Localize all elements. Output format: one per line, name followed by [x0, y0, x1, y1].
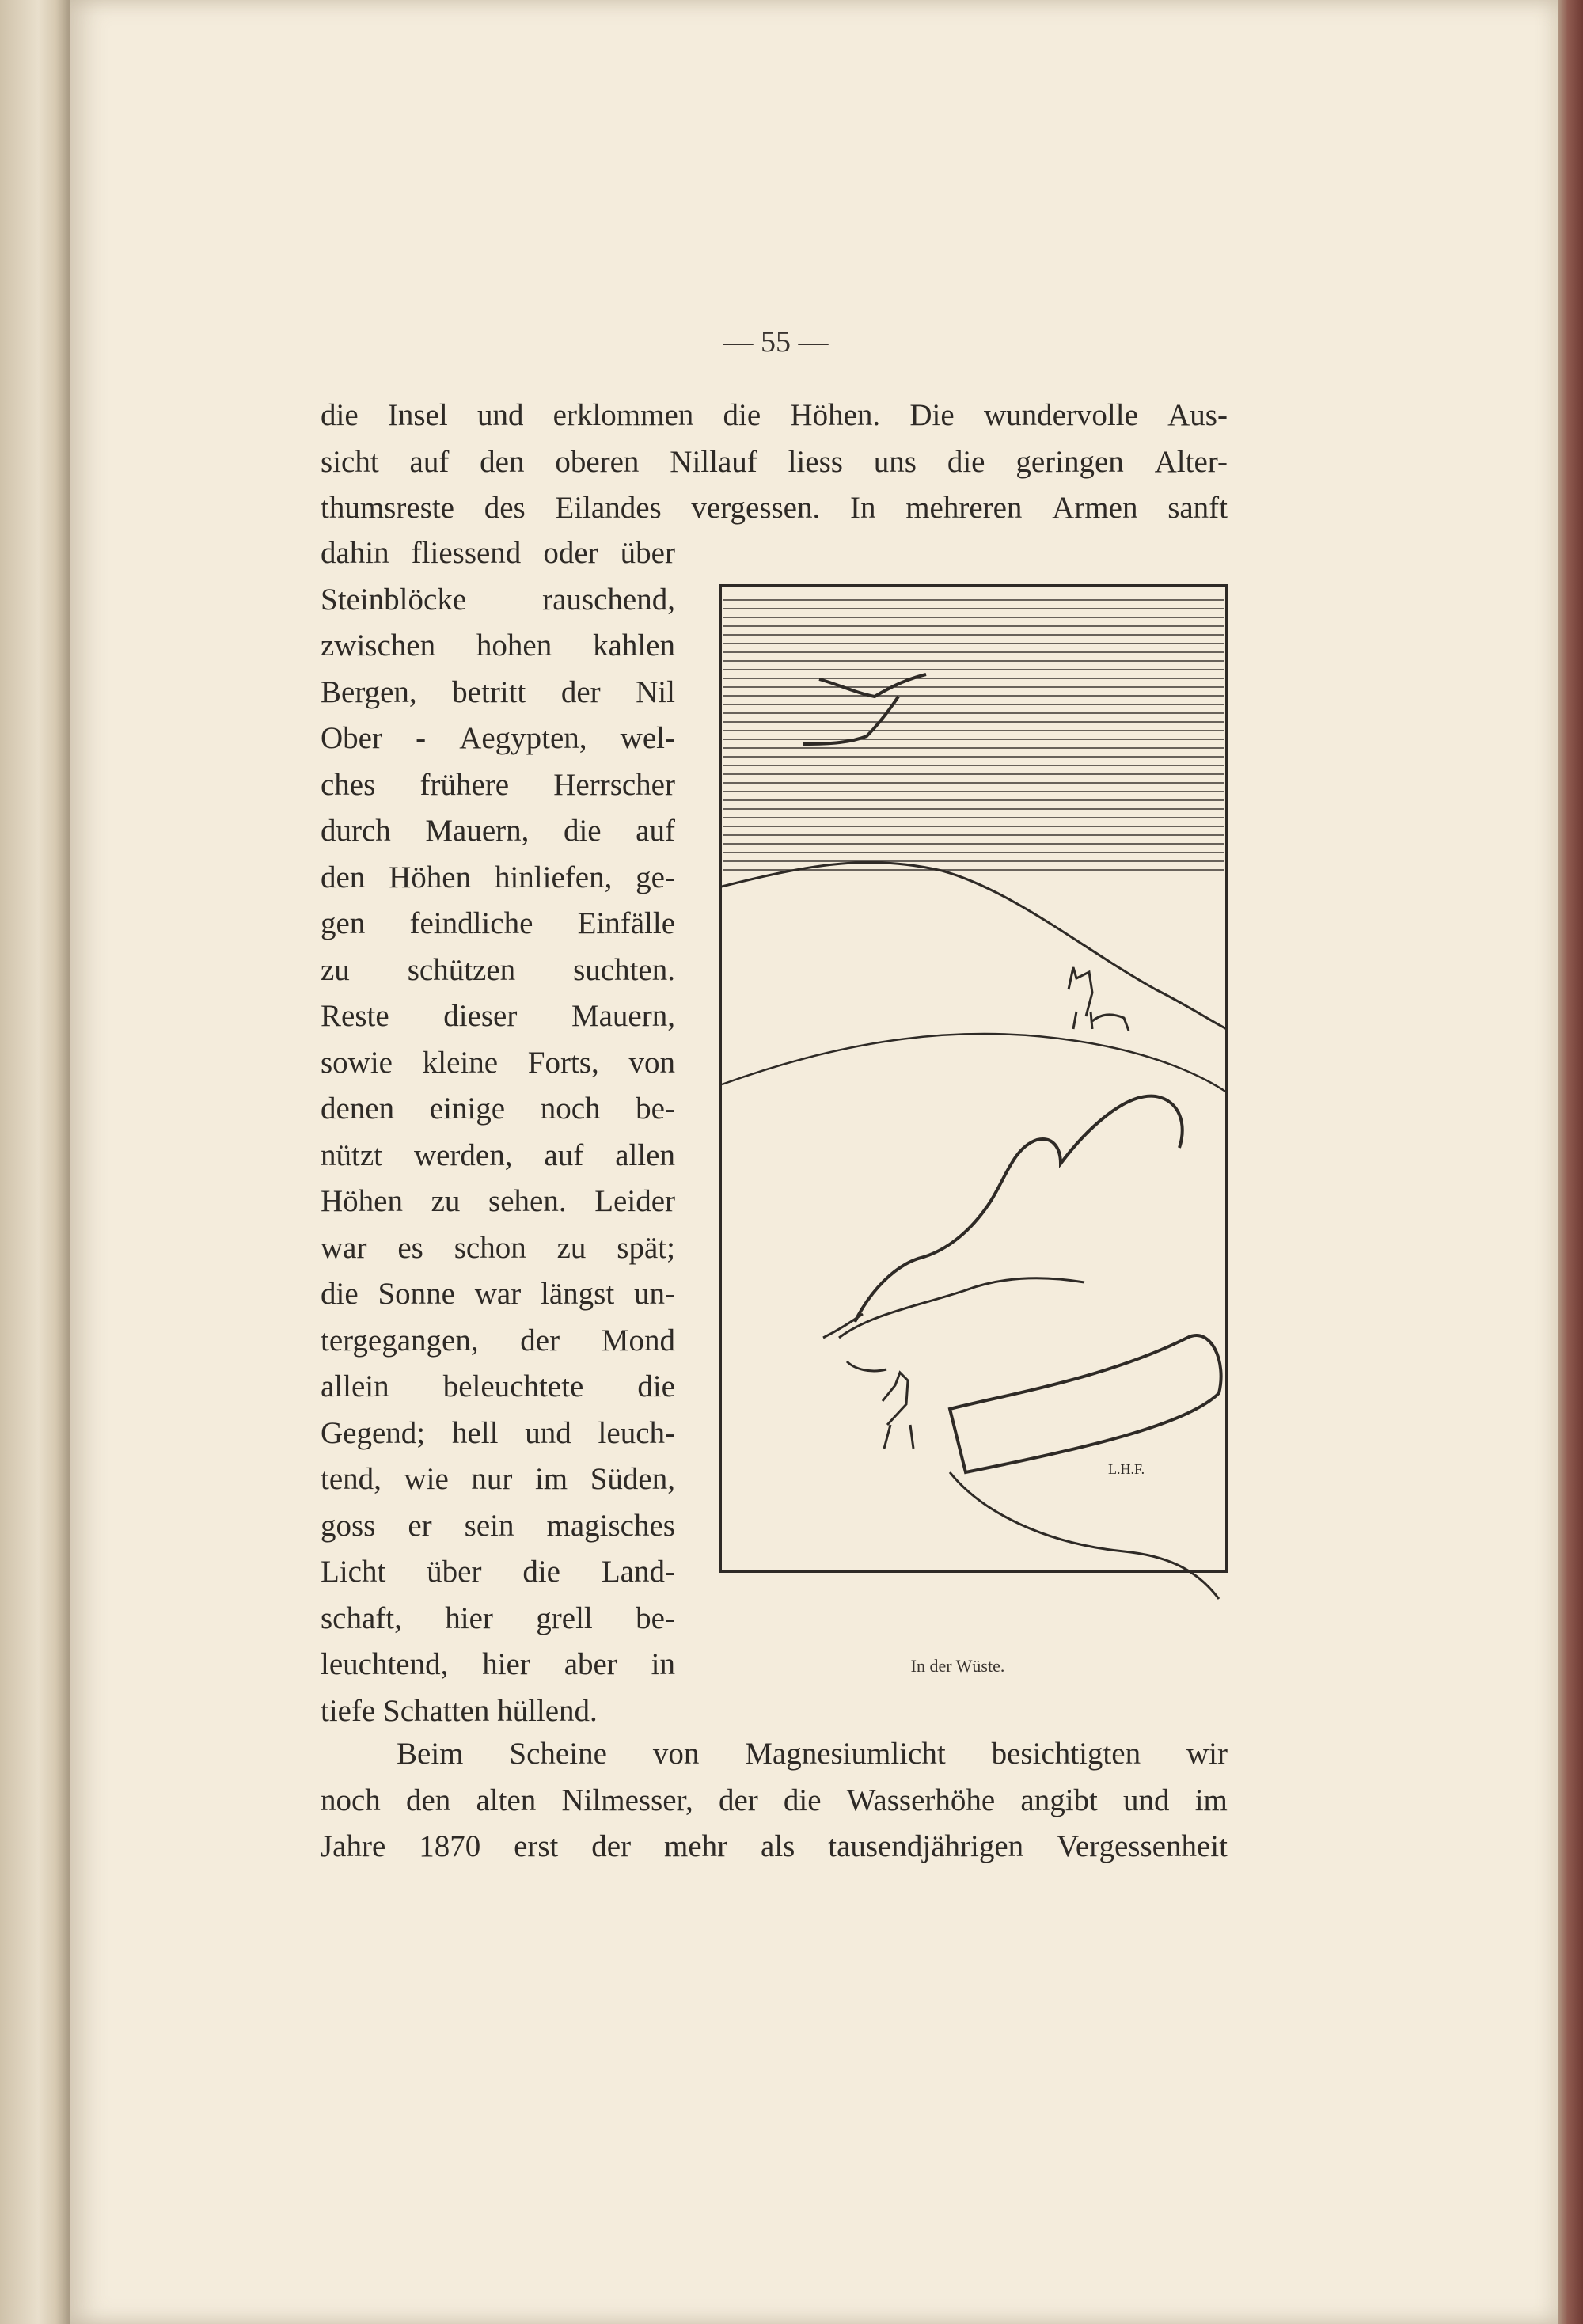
word: zu: [431, 1184, 461, 1218]
word: ches: [321, 767, 376, 802]
word: spät;: [617, 1230, 675, 1265]
text-line: [321, 1179, 675, 1225]
word: die: [321, 1277, 359, 1311]
text-line: [321, 1824, 1228, 1870]
word: den: [480, 444, 525, 479]
text-line: [321, 1549, 675, 1596]
text-line: [321, 670, 675, 716]
word: die: [723, 398, 761, 432]
word: Aus-: [1167, 398, 1228, 432]
text-line: [321, 947, 675, 994]
word: erklommen: [552, 398, 694, 432]
word: es: [397, 1230, 423, 1265]
word: magisches: [546, 1508, 675, 1543]
paragraph-1-column: [321, 530, 675, 1734]
word: leuchtend,: [321, 1647, 449, 1681]
word: dahin: [321, 536, 389, 570]
word: mehreren: [905, 491, 1023, 525]
word: hier: [482, 1647, 530, 1681]
word: längst: [541, 1277, 615, 1311]
word: und: [476, 398, 524, 432]
word: alten: [476, 1783, 537, 1817]
text-line: [321, 901, 675, 947]
word: auf: [544, 1137, 584, 1172]
text-line: [321, 1318, 675, 1365]
word: allen: [615, 1137, 675, 1172]
text-line: [321, 993, 675, 1040]
word: be-: [636, 1092, 675, 1126]
text-line: [321, 1642, 675, 1688]
word: besichtigten: [991, 1737, 1141, 1771]
text-line: [321, 577, 675, 624]
word: hell: [451, 1415, 499, 1450]
word: frühere: [419, 767, 510, 802]
word: zu: [321, 952, 350, 987]
word: Alter-: [1154, 444, 1228, 479]
text-line: [321, 1731, 1228, 1778]
text-line: [321, 808, 675, 855]
word: un-: [633, 1277, 675, 1311]
word: Nil: [636, 674, 675, 709]
word: als: [761, 1829, 795, 1863]
word: suchten.: [573, 952, 675, 987]
word: war: [321, 1230, 367, 1265]
text-line: [321, 1596, 675, 1642]
word: vergessen.: [691, 491, 821, 525]
word: tend,: [321, 1462, 382, 1496]
word: Sonne: [378, 1277, 455, 1311]
text-line: [321, 1503, 675, 1550]
text-line: [321, 1271, 675, 1318]
word: schützen: [407, 952, 516, 987]
word: noch: [321, 1783, 381, 1817]
word: Ober: [321, 721, 382, 755]
word: zu: [556, 1230, 587, 1265]
text-line-content: tiefe Schatten hüllend.: [321, 1693, 598, 1728]
word: im: [534, 1462, 568, 1496]
word: be-: [636, 1601, 675, 1635]
word: oberen: [555, 444, 640, 479]
text-line: [321, 439, 1228, 486]
word: Süden,: [590, 1462, 675, 1496]
word: den: [405, 1783, 451, 1817]
word: Die: [909, 398, 955, 432]
word: Armen: [1052, 491, 1138, 525]
artist-signature: L.H.F.: [1108, 1461, 1145, 1477]
text-line: [321, 485, 1228, 532]
word: und: [1123, 1783, 1170, 1817]
word: wundervolle: [983, 398, 1138, 432]
word: nur: [471, 1462, 513, 1496]
text-line: [321, 1040, 675, 1087]
text-line: [321, 1456, 675, 1503]
word: Wasserhöhe: [846, 1783, 996, 1817]
word: in: [651, 1647, 675, 1681]
illustration-frame: [720, 586, 1227, 1571]
word: beleuchtete: [442, 1369, 584, 1403]
word: wir: [1186, 1737, 1228, 1771]
desert-illustration: [712, 578, 1235, 1623]
word: Mauern,: [425, 814, 530, 848]
word: grell: [536, 1601, 593, 1635]
word: hinliefen,: [494, 860, 613, 894]
word: ge-: [636, 860, 675, 894]
word: sicht: [321, 444, 379, 479]
word: von: [652, 1737, 700, 1771]
word: des: [484, 491, 526, 525]
word: Scheine: [509, 1737, 607, 1771]
word: fliessend: [411, 536, 522, 570]
word: die: [783, 1783, 822, 1817]
paragraph-2: [321, 1731, 1228, 1870]
word: Mauern,: [571, 999, 675, 1033]
word: im: [1194, 1783, 1228, 1817]
text-line: [321, 393, 1228, 439]
word: kleine: [422, 1045, 499, 1080]
word: wel-: [620, 721, 675, 755]
word: mehr: [663, 1829, 728, 1863]
word: hohen: [476, 628, 552, 663]
word: erst: [514, 1829, 559, 1863]
word: die: [321, 398, 359, 432]
word: oder: [543, 536, 598, 570]
word: auf: [636, 814, 675, 848]
word: Nilmesser,: [561, 1783, 693, 1817]
word: einige: [429, 1092, 506, 1126]
word: die: [563, 814, 602, 848]
word: Einfälle: [577, 906, 675, 940]
word: sehen.: [488, 1184, 567, 1218]
text-line: [321, 1225, 675, 1272]
word: die: [637, 1369, 675, 1403]
word: den: [321, 860, 366, 894]
text-line: [321, 1411, 675, 1457]
word: Beim: [397, 1737, 464, 1771]
word: rauschend,: [542, 582, 675, 617]
word: Höhen: [321, 1184, 403, 1218]
word: wie: [404, 1462, 449, 1496]
word: Jahre: [321, 1829, 386, 1863]
word: allein: [321, 1369, 389, 1403]
word: schon: [454, 1230, 526, 1265]
page-number: — 55 —: [723, 325, 829, 359]
text-line: [321, 1364, 675, 1411]
word: denen: [321, 1092, 395, 1126]
word: die: [522, 1555, 560, 1589]
word: sein: [464, 1508, 514, 1543]
word: betritt: [452, 674, 526, 709]
word: der: [520, 1323, 560, 1358]
word: von: [628, 1045, 675, 1080]
text-line: [321, 762, 675, 809]
word: angibt: [1020, 1783, 1098, 1817]
text-line: [321, 1086, 675, 1133]
word: durch: [321, 814, 391, 848]
word: Insel: [387, 398, 448, 432]
word: dieser: [443, 999, 518, 1033]
paragraph-1-full-width: [321, 393, 1228, 532]
word: Nillauf: [670, 444, 757, 479]
text-line: [321, 1688, 675, 1735]
text-line: [321, 1778, 1228, 1825]
left-page-edge: [0, 0, 71, 2324]
word: hier: [445, 1601, 493, 1635]
word: Eilandes: [555, 491, 662, 525]
word: Magnesiumlicht: [745, 1737, 946, 1771]
word: liess: [788, 444, 843, 479]
word: die: [947, 444, 985, 479]
text-line: [321, 1133, 675, 1179]
word: Leider: [594, 1184, 675, 1218]
text-line: [321, 716, 675, 762]
word: Vergessenheit: [1057, 1829, 1228, 1863]
word: und: [525, 1415, 571, 1450]
word: sanft: [1167, 491, 1228, 525]
word: geringen: [1015, 444, 1124, 479]
word: der: [591, 1829, 632, 1863]
word: Höhen: [389, 860, 472, 894]
word: er: [408, 1508, 432, 1543]
word: sowie: [321, 1045, 393, 1080]
word: uns: [873, 444, 917, 479]
word: Gegend;: [321, 1415, 426, 1450]
word: über: [427, 1555, 482, 1589]
word: Forts,: [527, 1045, 599, 1080]
word: Steinblöcke: [321, 582, 467, 617]
word: noch: [540, 1092, 601, 1126]
word: Reste: [321, 999, 389, 1033]
word: Bergen,: [321, 674, 417, 709]
illustration-caption: In der Wüste.: [910, 1656, 1005, 1676]
word: Herrscher: [553, 767, 675, 802]
word: 1870: [419, 1829, 481, 1863]
word: gen: [321, 906, 366, 940]
word: über: [620, 536, 675, 570]
text-line: [321, 855, 675, 902]
word: der: [718, 1783, 758, 1817]
word: nützt: [321, 1137, 382, 1172]
text-line: [321, 530, 675, 577]
word: war: [474, 1277, 522, 1311]
word: thumsreste: [321, 491, 454, 525]
word: Aegypten,: [459, 721, 587, 755]
word: tausendjährigen: [828, 1829, 1024, 1863]
word: Land-: [601, 1555, 675, 1589]
word: der: [560, 674, 601, 709]
word: werden,: [413, 1137, 513, 1172]
word: Licht: [321, 1555, 386, 1589]
text-line: [321, 623, 675, 670]
word: aber: [564, 1647, 617, 1681]
word: auf: [409, 444, 450, 479]
word: In: [849, 491, 876, 525]
word: kahlen: [593, 628, 675, 663]
word: -: [416, 721, 427, 755]
book-cover-edge: [1558, 0, 1583, 2324]
word: zwischen: [321, 628, 436, 663]
word: schaft,: [321, 1601, 402, 1635]
word: feindliche: [409, 906, 533, 940]
word: goss: [321, 1508, 376, 1543]
word: Höhen.: [790, 398, 881, 432]
word: Mond: [601, 1323, 675, 1358]
word: leuch-: [598, 1415, 675, 1450]
word: tergegangen,: [321, 1323, 479, 1358]
